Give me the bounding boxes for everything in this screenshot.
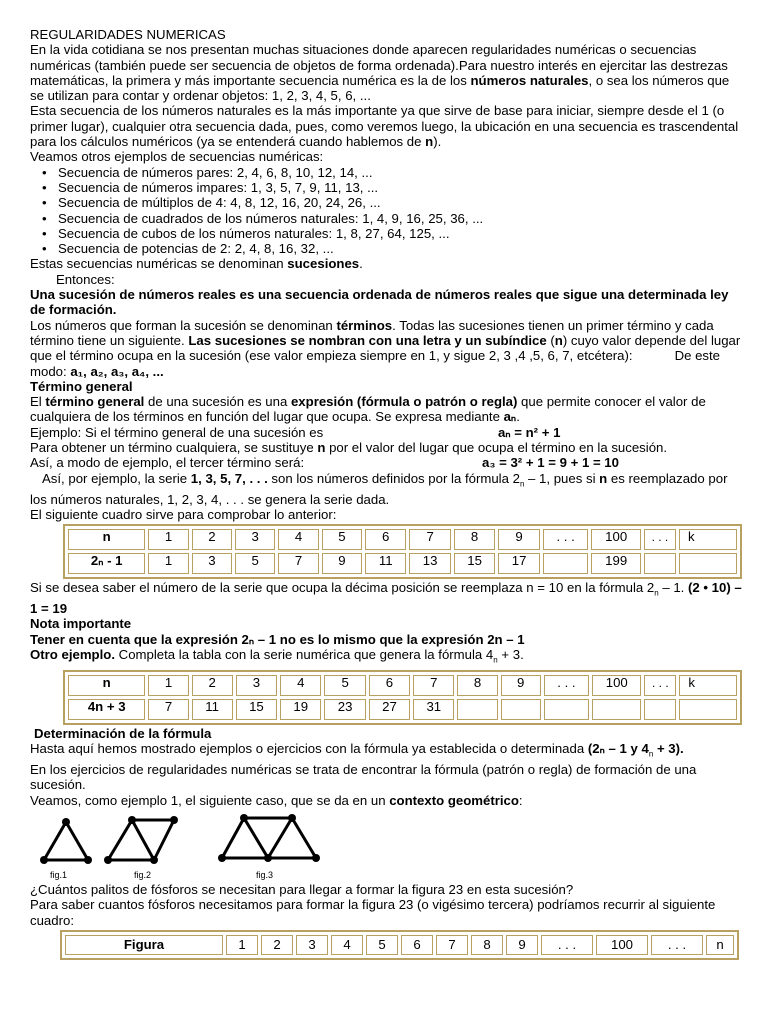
figure-2 <box>108 820 174 860</box>
table-cell: 5 <box>366 935 398 955</box>
document-page <box>30 27 742 960</box>
general-heading <box>30 379 742 394</box>
table-cell <box>592 699 641 720</box>
series-text: Así, por ejemplo, la serie <box>42 470 191 486</box>
table-row <box>68 699 737 720</box>
table-cell: 7 <box>409 529 450 550</box>
other-text: Completa la tabla con la serie numérica que genera la fórmula 4 <box>115 646 494 662</box>
other-end: + 3. <box>497 646 524 662</box>
table-cell: 2 <box>261 935 293 955</box>
tenth-sub: n <box>654 588 659 598</box>
figure-1 <box>44 822 88 860</box>
series-sub: n <box>519 479 525 489</box>
table-intro: El siguiente cuadro sirve para comprobar lo anterior: <box>30 506 337 522</box>
table-header-cell: n <box>68 529 145 550</box>
examples-intro: Veamos otros ejemplos de secuencias numéricas: <box>30 149 324 165</box>
definition <box>30 287 742 318</box>
determ-paragraph-1 <box>30 741 742 762</box>
obtain-line <box>30 440 742 455</box>
table-cell: 7 <box>148 699 188 720</box>
table-cell: . . . <box>644 675 676 696</box>
series-bold-n: n <box>599 470 608 486</box>
table-cell: 5 <box>322 529 362 550</box>
table-series-1 <box>63 524 742 579</box>
table-cell: 9 <box>498 529 539 550</box>
determ-paragraph-2: En los ejercicios de regularidades numéricas se trata de encontrar la fórmula (patrón o regla) de formación de una sucesión. <box>30 762 697 793</box>
sucesiones-line <box>30 256 742 271</box>
third-formula: a₃ = 3² + 1 = 9 + 1 = 10 <box>482 455 619 471</box>
geo-bold: contexto geométrico <box>389 792 519 808</box>
general-paragraph <box>30 394 742 425</box>
triangle-figures-drawing <box>30 808 340 870</box>
table-cell: 15 <box>454 553 495 574</box>
tenth-line <box>30 580 742 616</box>
general-text-3: que permite conocer el valor de cualquiera de los términos en función del lugar que ocupa. Se expresa mediante <box>30 394 706 425</box>
geo-text-2: : <box>518 792 523 808</box>
table-cell <box>644 553 676 574</box>
answer-intro: Para saber cuantos fósforos necesitamos para formar la figura 23 (o vigésimo tercera) podríamos recurrir al siguiente cuadro: <box>30 897 716 928</box>
table-cell: 8 <box>457 675 497 696</box>
sucesiones-text: Estas secuencias numéricas se denominan <box>30 256 288 272</box>
list-item: • Secuencia de números pares: 2, 4, 6, 8, 10, 12, 14, ... <box>30 165 742 180</box>
table-cell <box>501 699 541 720</box>
table-cell: 100 <box>592 675 641 696</box>
page-title: REGULARIDADES NUMERICAS <box>30 27 226 42</box>
determ-text: Hasta aquí hemos mostrado ejemplos o ejercicios con la fórmula ya establecida o determinada <box>30 741 588 757</box>
table-cell: 7 <box>413 675 454 696</box>
note-bold: Tener en cuenta que la expresión 2ₙ – 1 no es lo mismo que la expresión 2n – 1 <box>30 631 525 647</box>
table-cell: 2 <box>192 529 232 550</box>
table-cell: 1 <box>148 553 188 574</box>
intro-paragraph-1 <box>30 42 742 103</box>
table-cell <box>644 699 676 720</box>
tenth-bold: (2 • 10) – 1 = 19 <box>30 580 742 617</box>
table-cell <box>679 553 737 574</box>
table-cell: 3 <box>192 553 232 574</box>
terms-text-3: ( <box>546 332 555 348</box>
table-cell: 17 <box>498 553 539 574</box>
intro2-bold: n <box>425 134 434 150</box>
table-header-cell: 4n + 3 <box>68 699 145 720</box>
definition-bold: Una sucesión de números reales es una secuencia ordenada de números reales que sigue una determinada ley de formación. <box>30 287 729 318</box>
sucesiones-bold: sucesiones <box>287 256 360 272</box>
table-cell: 1 <box>148 529 188 550</box>
intro2-text: Esta secuencia de los números naturales es la más importante ya que sirve de base para iniciar, siempre desde el 1 (o primer lugar), cualquier otra secuencia dada, pues, como veremos luego, la ubicación en una secuencia es trascendental para los cálculos numéricos (ya se entenderá cuando hablemos de <box>30 103 739 150</box>
terms-text: Los números que forman la sucesión se denominan <box>30 317 337 333</box>
third-text: Así, a modo de ejemplo, el tercer término será: <box>30 455 305 471</box>
determ-bold: (2ₙ – 1 y 4 <box>587 741 649 757</box>
tenth-text-2: – 1. <box>658 580 688 596</box>
table-cell: 100 <box>596 935 648 955</box>
list-item: • Secuencia de números impares: 1, 3, 5, 7, 9, 11, 13, ... <box>30 180 742 195</box>
table-cell: 31 <box>413 699 454 720</box>
table-cell: 100 <box>591 529 640 550</box>
series-paragraph <box>30 471 742 507</box>
table-row <box>65 935 734 955</box>
determ-bold-2: + 3). <box>653 741 684 757</box>
table-cell: . . . <box>544 675 589 696</box>
example-formula: aₙ = n² + 1 <box>498 424 561 440</box>
table-cell: 4 <box>331 935 363 955</box>
table-cell: . . . <box>541 935 593 955</box>
terms-formula: a₁, a₂, a₃, a₄, ... <box>70 363 164 379</box>
table-cell: 5 <box>324 675 365 696</box>
figure-label: fig.2 <box>134 870 152 881</box>
table-cell: n <box>706 935 734 955</box>
intro-bold: números naturales <box>470 72 589 88</box>
terms-mode: De este modo: <box>30 348 721 379</box>
table-cell: 6 <box>369 675 410 696</box>
table-row <box>68 675 737 696</box>
general-bold-3: aₙ <box>503 409 517 425</box>
table-cell: 8 <box>471 935 503 955</box>
table-header-cell: Figura <box>65 935 223 955</box>
example-line <box>30 425 742 440</box>
table-cell: 11 <box>192 699 233 720</box>
series-text-2: son los números definidos por la fórmula 2 <box>267 470 520 486</box>
obtain-text: Para obtener un término cualquiera, se sustituye <box>30 440 318 456</box>
table-cell: 7 <box>278 553 318 574</box>
intro-text-end: , o sea los números que se utilizan para contar y ordenar objetos: 1, 2, 3, 4, 5, 6, ... <box>30 72 730 104</box>
table-header-cell: n <box>68 675 145 696</box>
figure-3 <box>222 818 316 858</box>
table-cell <box>543 553 589 574</box>
table-cell: 1 <box>226 935 258 955</box>
list-item: • Secuencia de múltiplos de 4: 4, 8, 12, 16, 20, 24, 26, ... <box>30 195 742 210</box>
table-cell: 9 <box>501 675 541 696</box>
table-row <box>68 529 737 550</box>
table-cell: 19 <box>280 699 321 720</box>
table-cell: . . . <box>651 935 703 955</box>
table-cell: 6 <box>365 529 406 550</box>
table-cell: 23 <box>324 699 365 720</box>
table-cell: 199 <box>591 553 640 574</box>
table-series-2 <box>63 670 742 725</box>
table-cell: 3 <box>296 935 328 955</box>
table-cell: 8 <box>454 529 495 550</box>
table-cell: 4 <box>280 675 321 696</box>
table-cell: 5 <box>235 553 275 574</box>
general-text-2: de una sucesión es una <box>144 394 291 410</box>
terms-paragraph <box>30 318 742 379</box>
note-text <box>30 632 742 647</box>
tenth-text: Si se desea saber el número de la serie que ocupa la décima posición se reemplaza n = 10 en la fórmula 2 <box>30 580 655 596</box>
table-cell: 13 <box>409 553 450 574</box>
table-cell: 6 <box>401 935 433 955</box>
terms-bold-3: n <box>554 332 563 348</box>
other-example <box>30 647 742 668</box>
geo-line <box>30 793 742 808</box>
intro-text: En la vida cotidiana se nos presentan muchas situaciones donde aparecen regularidades numéricas o secuencias numéricas (también puede ser secuencia de objetos de forma ordenada).Para nuestro interés en ejercitar las destrezas matemáticas, la primera y más importante secuencia numérica es la de los <box>30 42 728 88</box>
intro-paragraph-2 <box>30 103 742 149</box>
table-row <box>68 553 737 574</box>
series-text-3: – 1, pues si <box>524 470 600 486</box>
determ-heading-text: Determinación de la fórmula <box>34 725 212 741</box>
note-heading-text: Nota importante <box>30 616 132 632</box>
question: ¿Cuántos palitos de fósforos se necesitan para llegar a formar la figura 23 en esta sucesión? <box>30 882 574 898</box>
table-cell: 2 <box>192 675 233 696</box>
terms-bold: términos <box>336 317 393 333</box>
table-cell: k <box>679 675 737 696</box>
determ-heading <box>30 726 742 741</box>
obtain-text-2: por el valor del lugar que ocupa el término en la sucesión. <box>325 440 668 456</box>
table-cell: . . . <box>644 529 676 550</box>
table-cell: 3 <box>236 675 277 696</box>
general-bold: término general <box>45 394 145 410</box>
third-line <box>30 455 742 470</box>
table-cell: 15 <box>236 699 277 720</box>
terms-text-4: ) cuyo valor depende del lugar que el término ocupa en la sucesión (ese valor empieza siempre en 1, y sigue 2, 3 ,4 ,5, 6, 7, etcétera): <box>30 332 741 364</box>
table-cell: 27 <box>369 699 410 720</box>
general-heading-text: Término general <box>30 378 133 394</box>
figure-2-heads <box>104 816 178 864</box>
general-text: El <box>30 394 46 410</box>
terms-bold-2: Las sucesiones se nombran con una letra y un subíndice <box>188 332 547 348</box>
sucesiones-end: . <box>359 256 363 272</box>
example-text: Ejemplo: Si el término general de una sucesión es <box>30 424 324 440</box>
table-cell <box>679 699 737 720</box>
figure-label: fig.1 <box>50 870 68 881</box>
table-cell <box>544 699 589 720</box>
table-cell: . . . <box>543 529 589 550</box>
list-item: • Secuencia de cubos de los números naturales: 1, 8, 27, 64, 125, ... <box>30 226 742 241</box>
list-item: • Secuencia de potencias de 2: 2, 4, 8, 16, 32, ... <box>30 241 742 256</box>
table-cell: 1 <box>148 675 188 696</box>
general-text-4: . <box>516 409 520 425</box>
examples-list <box>30 165 742 257</box>
table-cell: 3 <box>235 529 275 550</box>
figure-label: fig.3 <box>256 870 274 881</box>
table-header-cell: 2ₙ - 1 <box>68 553 145 574</box>
table-figures <box>60 930 739 960</box>
determ-sub: n <box>648 749 654 759</box>
geo-text: Veamos, como ejemplo 1, el siguiente caso, que se da en un <box>30 792 390 808</box>
figure-1-heads <box>40 818 92 864</box>
intro2-end: ). <box>433 134 442 150</box>
entonces-line: Entonces: <box>56 271 115 287</box>
terms-text-2: . Todas las sucesiones tienen un primer término y cada término tiene un siguiente. <box>30 317 714 348</box>
note-heading <box>30 616 742 631</box>
other-sub: n <box>493 655 498 665</box>
table-cell: 4 <box>278 529 318 550</box>
table-cell: k <box>679 529 737 550</box>
series-bold: 1, 3, 5, 7, . . . <box>190 470 268 486</box>
table-cell <box>457 699 497 720</box>
table-cell: 9 <box>506 935 538 955</box>
general-bold-2: expresión (fórmula o patrón o regla) <box>290 394 518 410</box>
matchstick-figures <box>30 808 742 882</box>
obtain-bold: n <box>317 440 326 456</box>
table-cell: 7 <box>436 935 468 955</box>
other-bold: Otro ejemplo. <box>30 646 115 662</box>
series-text-4: es reemplazado por los números naturales, 1, 2, 3, 4, . . . se genera la serie dada. <box>30 470 728 507</box>
table-cell: 9 <box>322 553 362 574</box>
list-item: • Secuencia de cuadrados de los números naturales: 1, 4, 9, 16, 25, 36, ... <box>30 211 742 226</box>
table-cell: 11 <box>365 553 406 574</box>
